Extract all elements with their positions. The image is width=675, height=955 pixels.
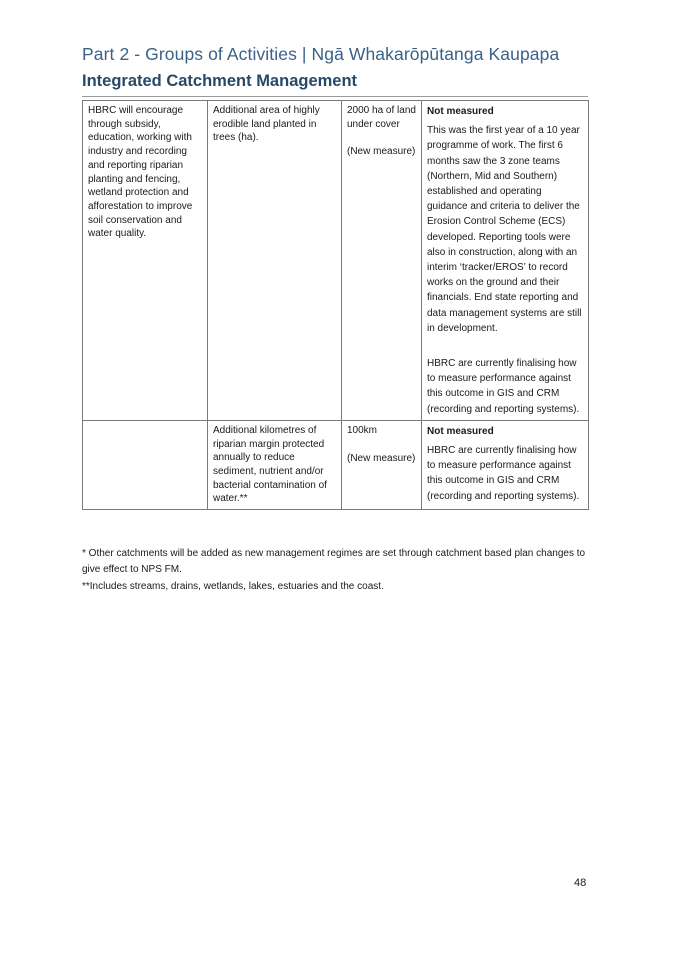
footnotes <box>82 546 588 595</box>
activity-cell <box>83 420 208 509</box>
result-comment: HBRC are currently finalising how to measure performance against this outcome in GIS and CRM (recording and reporting systems). <box>427 445 580 502</box>
section-title: Integrated Catchment Management <box>82 72 358 90</box>
status-label: Not measured <box>427 106 494 117</box>
performance-measures-table <box>82 100 589 510</box>
target-value: 2000 ha of land under cover <box>347 105 416 130</box>
target-value: 100km <box>347 424 378 436</box>
part-title: Part 2 - Groups of Activities | Ngā Whakarōpūtanga Kaupapa <box>82 44 560 64</box>
footnote-catchments: * Other catchments will be added as new management regimes are set through catchment based plan changes to give effect to NPS FM. <box>82 548 586 575</box>
table-row <box>83 420 589 509</box>
target-cell <box>342 101 422 421</box>
table-row <box>83 101 589 421</box>
result-comment: This was the first year of a 10 year programme of work. The first 6 months saw the 3 zone teams (Northern, Mid and Southern) established and operating guidance and criteria to deliver the Erosion Control Scheme (ECS) developed. Reporting tools were also in construction, along with an interim ‘tracker/EROS’ to record works on the ground and their financials. End state reporting and data management systems are still in development. <box>427 125 582 334</box>
target-cell <box>342 420 422 509</box>
footnote-waterways: **Includes streams, drains, wetlands, lakes, estuaries and the coast. <box>82 581 384 592</box>
activity-cell: HBRC will encourage through subsidy, education, working with industry and recording and reporting riparian planting and fencing, wetland protection and afforestation to improve soil conservation and water quality. <box>83 101 208 421</box>
target-note: (New measure) <box>347 146 416 158</box>
measure-cell: Additional area of highly erodible land planted in trees (ha). <box>208 101 342 421</box>
result-cell <box>422 420 589 509</box>
heading-divider <box>82 96 588 97</box>
measure-cell: Additional kilometres of riparian margin protected annually to reduce sediment, nutrient and/or bacterial contamination of water.** <box>208 420 342 509</box>
result-cell <box>422 101 589 421</box>
target-note: (New measure) <box>347 452 416 464</box>
page-number: 48 <box>574 877 587 889</box>
result-comment-secondary: HBRC are currently finalising how to measure performance against this outcome in GIS and CRM (recording and reporting systems). <box>427 358 580 415</box>
status-label: Not measured <box>427 425 494 437</box>
